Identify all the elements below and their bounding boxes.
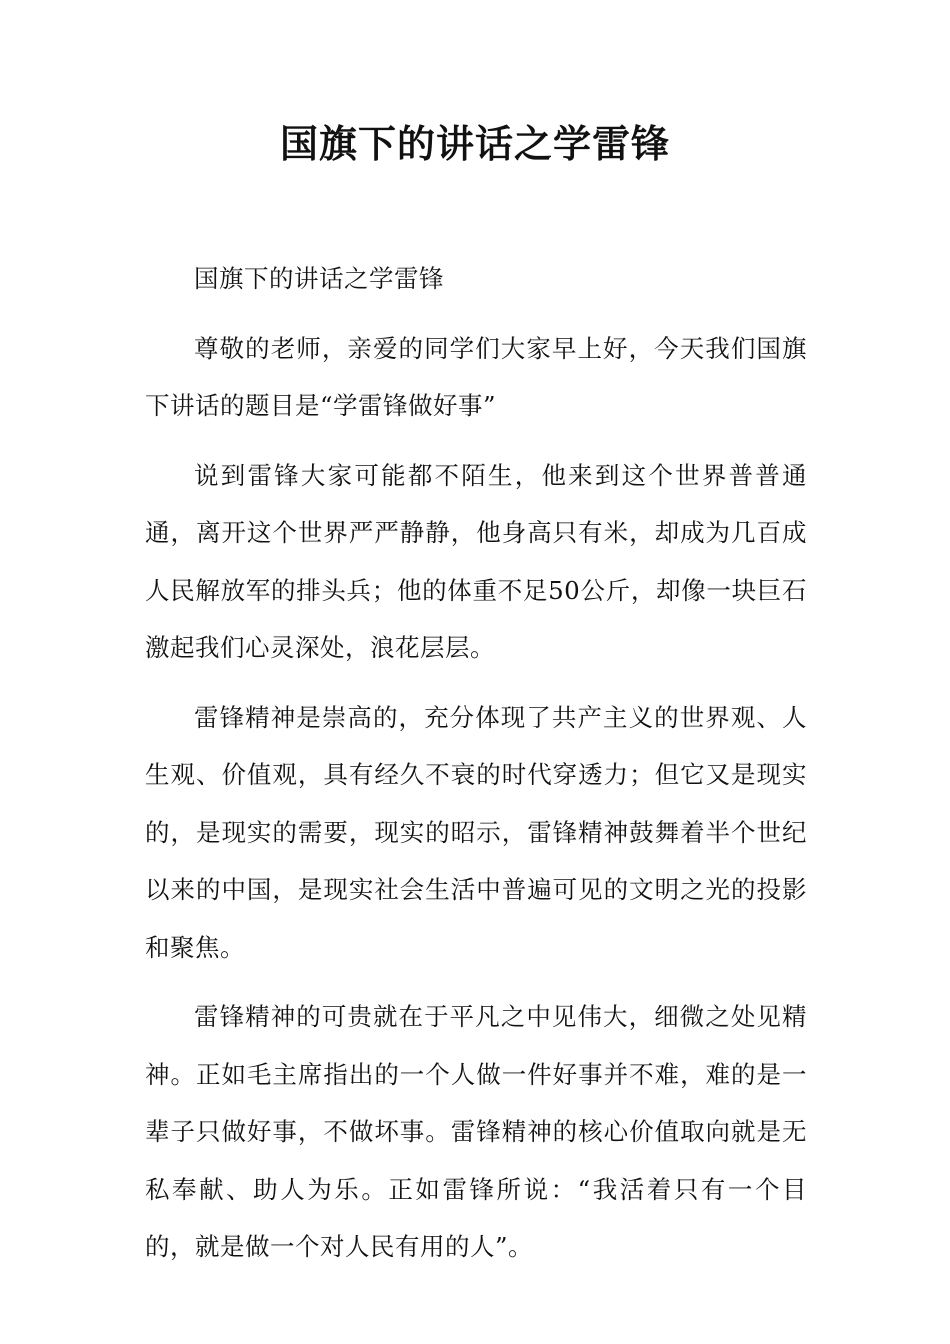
- paragraph-heading: 国旗下的讲话之学雷锋: [194, 264, 444, 293]
- document-title: 国旗下的讲话之学雷锋: [279, 122, 670, 166]
- paragraph-value: 雷锋精神的可贵就在于平凡之中见伟大，细微之处见精神。正如毛主席指出的一个人做一件好事并不难，难的是一辈子只做好事，不做坏事。雷锋精神的核心价值取向就是无私奉献、助人为乐。正如雷锋所说：“我活着只有一个目的，就是做一个对人民有用的人”。: [145, 1002, 807, 1261]
- paragraph-spirit: 雷锋精神是崇高的，充分体现了共产主义的世界观、人生观、价值观，具有经久不衰的时代穿透力；但它又是现实的，是现实的需要，现实的昭示，雷锋精神鼓舞着半个世纪以来的中国，是现实社会生活中普遍可见的文明之光的投影和聚焦。: [145, 702, 807, 962]
- paragraph-introduction: 说到雷锋大家可能都不陌生，他来到这个世界普普通通，离开这个世界严严静静，他身高只有米，却成为几百成人民解放军的排头兵；他的体重不足50公斤，却像一块巨石激起我们心灵深处，浪花层层。: [145, 460, 807, 662]
- document-body: [145, 250, 807, 1288]
- paragraph-greeting: 尊敬的老师，亲爱的同学们大家早上好，今天我们国旗下讲话的题目是“学雷锋做好事”: [145, 333, 807, 420]
